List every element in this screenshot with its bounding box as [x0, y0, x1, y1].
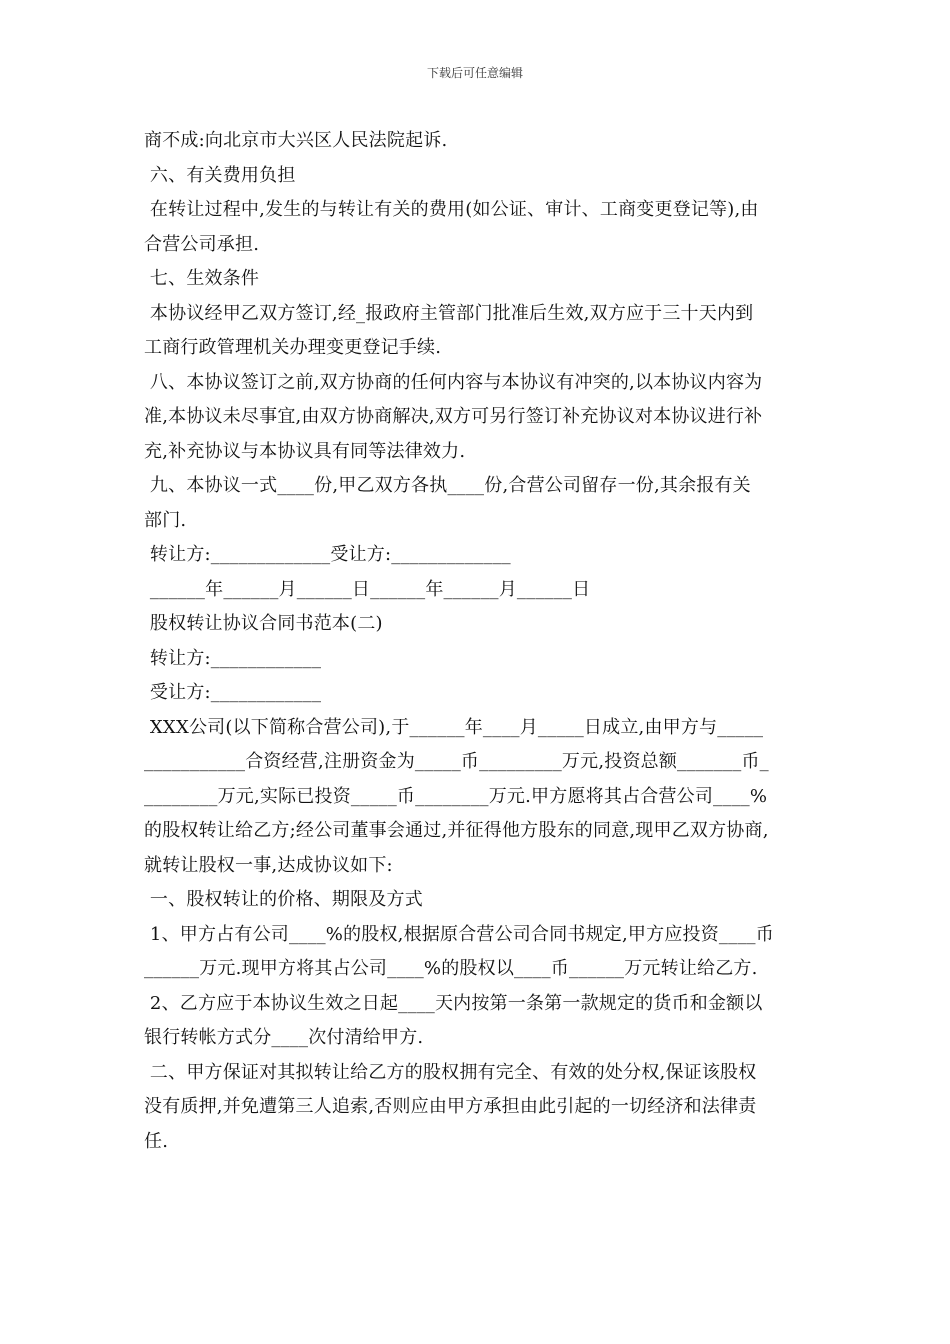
- section-heading: 一、股权转让的价格、期限及方式: [144, 889, 423, 910]
- text-line: 合营公司承担.: [144, 233, 260, 255]
- signature-line: 受让方:____________: [144, 682, 322, 703]
- section-heading: 六、有关费用负担: [144, 164, 296, 186]
- text-line: 八、本协议签订之前,双方协商的任何内容与本协议有冲突的,以本协议内容为: [144, 371, 763, 393]
- document-body: [144, 124, 816, 1159]
- page-header: 下载后可任意编辑: [426, 66, 523, 80]
- text-line: 就转让股权一事,达成协议如下:: [144, 854, 393, 876]
- text-line: 1、甲方占有公司____%的股权,根据原合营公司合同书规定,甲方应投资____币: [144, 923, 774, 945]
- text-line: 在转让过程中,发生的与转让有关的费用(如公证、审计、工商变更登记等),由: [144, 199, 759, 220]
- text-line: XXX公司(以下简称合营公司),于______年____月_____日成立,由甲方与_____: [144, 716, 764, 738]
- section-heading: 七、生效条件: [144, 268, 260, 289]
- text-line: ______万元.现甲方将其占公司____%的股权以____币______万元转让给乙方.: [144, 958, 758, 979]
- text-line: 充,补充协议与本协议具有同等法律效力.: [144, 440, 466, 462]
- text-line: 二、甲方保证对其拟转让给乙方的股权拥有完全、有效的处分权,保证该股权: [144, 1061, 757, 1083]
- signature-line: 转让方:_____________受让方:_____________: [144, 544, 511, 565]
- text-line: 部门.: [144, 509, 187, 531]
- text-line: 没有质押,并免遭第三人追索,否则应由甲方承担由此引起的一切经济和法律责: [144, 1096, 757, 1117]
- text-line: 工商行政管理机关办理变更登记手续.: [144, 337, 442, 358]
- text-line: 银行转帐方式分____次付清给甲方.: [144, 1027, 424, 1048]
- text-line: 准,本协议未尽事宜,由双方协商解决,双方可另行签订补充协议对本协议进行补: [144, 406, 763, 427]
- text-line: ___________合资经营,注册资金为_____币_________万元,投资总额_______币_: [144, 751, 769, 772]
- text-line: 商不成:向北京市大兴区人民法院起诉.: [144, 130, 448, 151]
- signature-line: 转让方:____________: [144, 647, 322, 669]
- text-line: 本协议经甲乙双方签订,经_报政府主管部门批准后生效,双方应于三十天内到: [144, 302, 754, 324]
- text-line: 的股权转让给乙方;经公司董事会通过,并征得他方股东的同意,现甲乙双方协商,: [144, 820, 769, 841]
- text-line: ________万元,实际已投资_____币________万元.甲方愿将其占合营公司____%: [144, 785, 768, 807]
- text-line: 九、本协议一式____份,甲乙双方各执____份,合营公司留存一份,其余报有关: [144, 475, 751, 496]
- text-line: 任.: [144, 1130, 169, 1152]
- text-line: 2、乙方应于本协议生效之日起____天内按第一条第一款规定的货币和金额以: [144, 992, 763, 1014]
- document-title: 股权转让协议合同书范本(二): [144, 613, 383, 634]
- date-line: ______年______月______日______年______月______日: [144, 578, 591, 600]
